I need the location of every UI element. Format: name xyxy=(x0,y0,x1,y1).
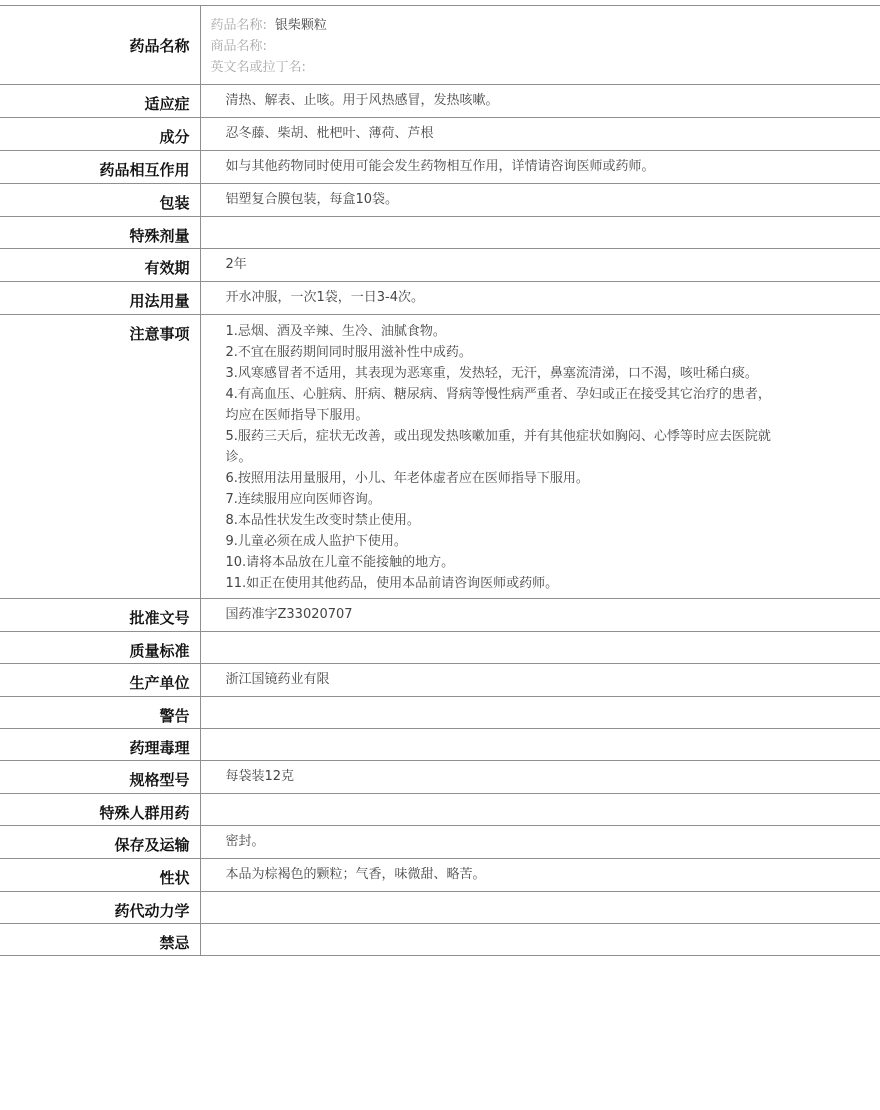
table-row xyxy=(0,249,880,282)
row-value: 忍冬藤、柴胡、枇杷叶、薄荷、芦根 xyxy=(200,118,880,151)
row-drug-name xyxy=(0,6,880,85)
row-label: 药代动力学 xyxy=(0,892,200,924)
generic-name-value: 银柴颗粒 xyxy=(274,18,327,33)
row-label: 规格型号 xyxy=(0,761,200,794)
row-label: 质量标准 xyxy=(0,632,200,664)
row-label: 性状 xyxy=(0,859,200,892)
row-value: 2年 xyxy=(200,249,880,282)
drug-info-table-body xyxy=(0,6,880,956)
row-value: 清热、解表、止咳。用于风热感冒，发热咳嗽。 xyxy=(200,85,880,118)
row-value: 如与其他药物同时使用可能会发生药物相互作用，详情请咨询医师或药师。 xyxy=(200,151,880,184)
row-value xyxy=(200,729,880,761)
row-label: 特殊剂量 xyxy=(0,217,200,249)
row-label: 保存及运输 xyxy=(0,826,200,859)
precautions-list xyxy=(200,315,880,599)
row-label: 批准文号 xyxy=(0,599,200,632)
drug-info-table xyxy=(0,5,880,956)
precaution-item: 9.儿童必须在成人监护下使用。 xyxy=(225,534,407,549)
row-label: 禁忌 xyxy=(0,924,200,956)
row-label: 有效期 xyxy=(0,249,200,282)
row-label: 包装 xyxy=(0,184,200,217)
table-row xyxy=(0,826,880,859)
precaution-item: 6.按照用法用量服用，小儿、年老体虚者应在医师指导下服用。 xyxy=(225,471,589,486)
table-row xyxy=(0,761,880,794)
drug-name-block xyxy=(200,6,880,85)
row-label-precautions: 注意事项 xyxy=(0,315,200,599)
row-value xyxy=(200,632,880,664)
precaution-item: 10.请将本品放在儿童不能接触的地方。 xyxy=(225,555,455,570)
row-value: 本品为棕褐色的颗粒；气香，味微甜、略苦。 xyxy=(200,859,880,892)
row-label: 成分 xyxy=(0,118,200,151)
table-row xyxy=(0,697,880,729)
row-value: 每袋装12克 xyxy=(200,761,880,794)
row-value: 浙江国镜药业有限 xyxy=(200,664,880,697)
row-label: 特殊人群用药 xyxy=(0,794,200,826)
trade-name-key: 商品名称: xyxy=(210,39,267,54)
generic-name-key: 药品名称: xyxy=(210,18,267,33)
precaution-item: 1.忌烟、酒及辛辣、生冷、油腻食物。 xyxy=(225,324,446,339)
table-row xyxy=(0,664,880,697)
table-row xyxy=(0,729,880,761)
row-label: 用法用量 xyxy=(0,282,200,315)
precaution-item: 11.如正在使用其他药品，使用本品前请咨询医师或药师。 xyxy=(225,576,559,591)
row-label: 药品相互作用 xyxy=(0,151,200,184)
row-value: 开水冲服，一次1袋，一日3-4次。 xyxy=(200,282,880,315)
table-row xyxy=(0,599,880,632)
row-label: 适应症 xyxy=(0,85,200,118)
row-value xyxy=(200,217,880,249)
table-row xyxy=(0,632,880,664)
precaution-item: 8.本品性状发生改变时禁止使用。 xyxy=(225,513,420,528)
precaution-item: 5.服药三天后，症状无改善，或出现发热咳嗽加重，并有其他症状如胸闷、心悸等时应去医院就诊。 xyxy=(225,429,771,465)
table-row xyxy=(0,217,880,249)
row-label: 警告 xyxy=(0,697,200,729)
table-row xyxy=(0,859,880,892)
table-row xyxy=(0,184,880,217)
english-name-key: 英文名或拉丁名: xyxy=(210,60,306,75)
table-row xyxy=(0,118,880,151)
row-value: 国药准字Z33020707 xyxy=(200,599,880,632)
table-row xyxy=(0,924,880,956)
row-value: 密封。 xyxy=(200,826,880,859)
table-row xyxy=(0,151,880,184)
english-name-line xyxy=(211,57,871,78)
precaution-item: 3.风寒感冒者不适用，其表现为恶寒重，发热轻，无汗，鼻塞流清涕，口不渴，咳吐稀白痰。 xyxy=(225,366,758,381)
row-value xyxy=(200,924,880,956)
precaution-item: 4.有高血压、心脏病、肝病、糖尿病、肾病等慢性病严重者、孕妇或正在接受其它治疗的患者，均应在医师指导下服用。 xyxy=(225,387,771,423)
table-row xyxy=(0,282,880,315)
precaution-item: 2.不宜在服药期间同时服用滋补性中成药。 xyxy=(225,345,472,360)
table-row xyxy=(0,892,880,924)
row-value xyxy=(200,892,880,924)
row-value xyxy=(200,794,880,826)
row-label-drug-name: 药品名称 xyxy=(0,6,200,85)
generic-name-line xyxy=(211,15,871,36)
row-value: 铝塑复合膜包装，每盒10袋。 xyxy=(200,184,880,217)
row-label: 药理毒理 xyxy=(0,729,200,761)
trade-name-line xyxy=(211,36,871,57)
table-row xyxy=(0,794,880,826)
row-precautions xyxy=(0,315,880,599)
row-value xyxy=(200,697,880,729)
precaution-item: 7.连续服用应向医师咨询。 xyxy=(225,492,381,507)
row-label: 生产单位 xyxy=(0,664,200,697)
table-row xyxy=(0,85,880,118)
